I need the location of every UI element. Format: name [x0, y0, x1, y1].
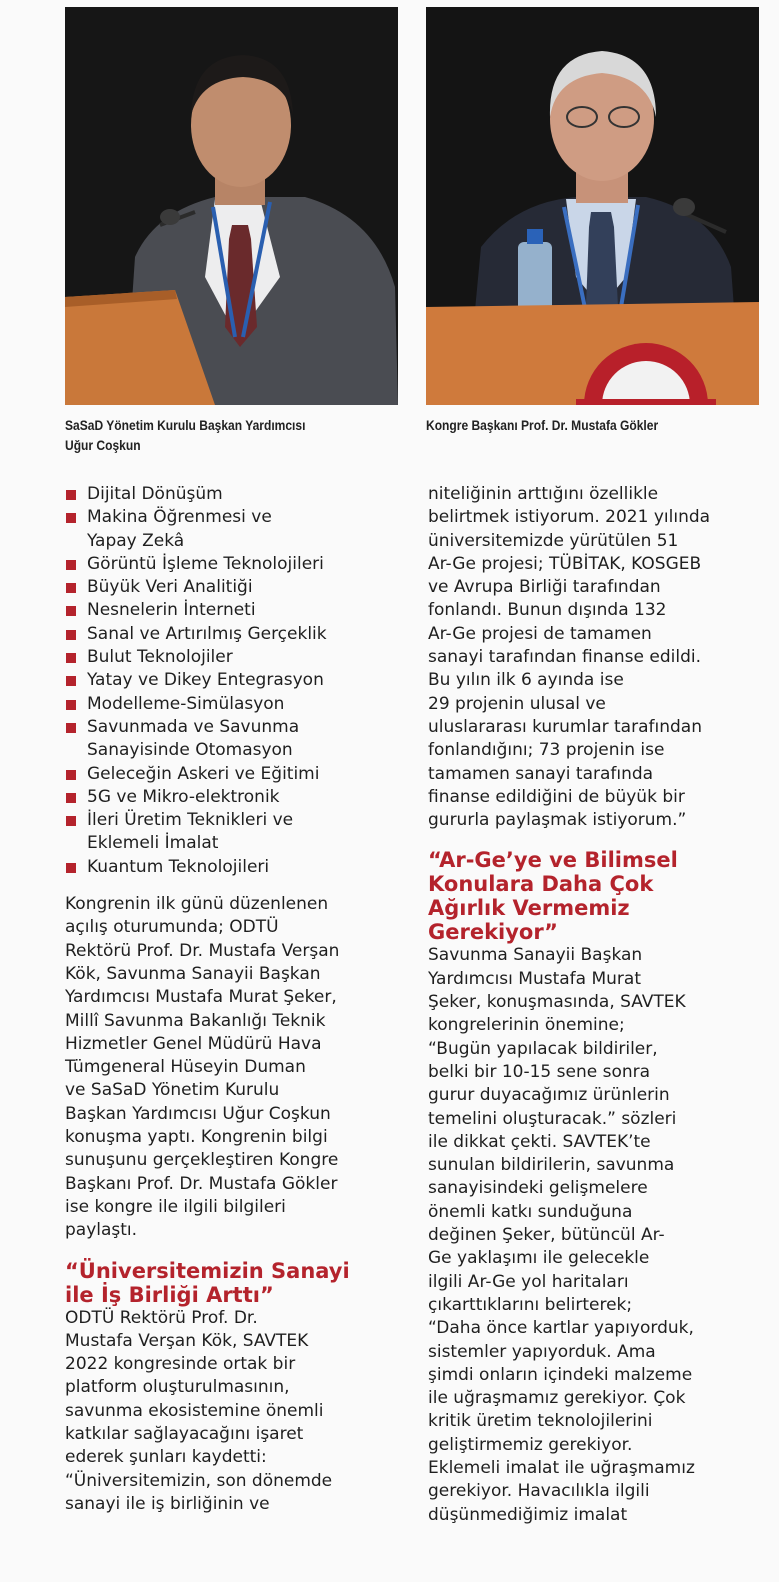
topic-label: İleri Üretim Teknikleri ve Eklemeli İmalat [87, 810, 294, 854]
bullet-square-icon [66, 676, 76, 686]
speaker-photo-left [65, 7, 398, 405]
photo-caption-left [65, 415, 305, 455]
bullet-square-icon [66, 770, 76, 780]
bullet-square-icon [66, 583, 76, 593]
topic-label: Yatay ve Dikey Entegrasyon [87, 670, 324, 691]
bullet-square-icon [66, 630, 76, 640]
bullet-square-icon [66, 863, 76, 873]
topic-label: Dijital Dönüşüm [87, 484, 223, 504]
topic-label: Nesnelerin İnterneti [87, 600, 256, 621]
topic-item [65, 786, 395, 809]
bullet-square-icon [66, 816, 76, 826]
section-heading-arge: “Ar-Ge’ye ve Bilimsel Konulara Daha Çok Ağırlık Vermemiz Gerekiyor” [428, 848, 678, 945]
quote-paragraph: niteliğinin arttığını özellikle belirtmek istiyorum. 2021 yılında üniversitemizde yürütülen 51 Ar-Ge projesi; TÜBİTAK, KOSGEB ve Avrupa Birliği tarafından fonlandı. Bunun dışında 132 Ar-Ge projesi de tamamen sanayi tarafından finanse edildi. Bu yılın ilk 6 ayında ise 29 projenin ulusal ve uluslararası kurumlar tarafından fonlandığını; 73 projenin ise tamamen sanayi tarafında finanse edildiğini de büyük bir gururla paylaşmak istiyorum.” [428, 484, 711, 831]
topic-label: Büyük Veri Analitiği [87, 577, 253, 598]
topic-list [65, 483, 395, 879]
topic-label: Makina Öğrenmesi ve Yapay Zekâ [87, 507, 272, 551]
topic-label: Savunmada ve Savunma Sanayisinde Otomasyon [87, 716, 300, 761]
topic-item [65, 483, 395, 506]
topic-label: Bulut Teknolojiler [87, 647, 233, 668]
topic-item [65, 669, 395, 692]
bullet-square-icon [66, 490, 76, 500]
topic-item [65, 506, 395, 553]
topic-item [65, 646, 395, 669]
bullet-square-icon [66, 606, 76, 616]
bullet-square-icon [66, 560, 76, 570]
speaker-photo-right [426, 7, 759, 405]
topic-item [65, 809, 395, 856]
topic-label: Görüntü İşleme Teknolojileri [87, 553, 324, 574]
topic-label: 5G ve Mikro-elektronik [87, 786, 280, 807]
right-column [428, 483, 758, 1527]
topic-label: Sanal ve Artırılmış Gerçeklik [87, 623, 327, 644]
topic-label: Modelleme-Simülasyon [87, 693, 285, 714]
bullet-square-icon [66, 513, 76, 523]
topic-item [65, 553, 395, 576]
topic-item [65, 623, 395, 646]
caption-text: Kongre Başkanı Prof. Dr. Mustafa Gökler [426, 417, 659, 433]
rector-paragraph: ODTÜ Rektörü Prof. Dr. Mustafa Verşan Kök, SAVTEK 2022 kongresinde ortak bir platform oluşturulmasının, savunma ekosistemine önemli katkılar sağlayacağını işaret ederek şunları kaydetti: “Üniversitemizin, son dönemde sanayi ile iş birliğinin ve [65, 1307, 333, 1514]
bullet-square-icon [66, 793, 76, 803]
topic-item [65, 576, 395, 599]
caption-name: Uğur Coşkun [65, 437, 141, 453]
topic-item [65, 856, 395, 879]
bullet-square-icon [66, 700, 76, 710]
bullet-square-icon [66, 653, 76, 663]
bullet-square-icon [66, 723, 76, 733]
caption-title: SaSaD Yönetim Kurulu Başkan Yardımcısı [65, 417, 306, 433]
left-column [65, 483, 395, 1516]
topic-item [65, 716, 395, 763]
topic-label: Kuantum Teknolojileri [87, 856, 270, 877]
photo-caption-right [426, 415, 658, 435]
section-heading-universite: “Üniversitemizin Sanayi ile İş Birliği Arttı” [65, 1258, 350, 1307]
topic-label: Geleceğin Askeri ve Eğitimi [87, 763, 320, 784]
opening-paragraph: Kongrenin ilk günü düzenlenen açılış oturumunda; ODTÜ Rektörü Prof. Dr. Mustafa Verşan Kök, Savunma Sanayii Başkan Yardımcısı Mustafa Murat Şeker, Millî Savunma Bakanlığı Teknik Hizmetler Genel Müdürü Hava Tümgeneral Hüseyin Duman ve SaSaD Yönetim Kurulu Başkan Yardımcısı Uğur Coşkun konuşma yaptı. Kongrenin bilgi sunuşunu gerçekleştiren Kongre Başkanı Prof. Dr. Mustafa Gökler ise kongre ile ilgili bilgileri paylaştı. [65, 894, 340, 1241]
seker-paragraph: Savunma Sanayii Başkan Yardımcısı Mustafa Murat Şeker, konuşmasında, SAVTEK kongrelerinin önemine; “Bugün yapılacak bildiriler, belki bir 10-15 sene sonra gurur duyacağımız ürünlerin temelini oluşturacak.” sözleri ile dikkat çekti. SAVTEK’te sunulan bildirilerin, savunma sanayisindeki gelişmelere önemli katkı sunduğuna değinen Şeker, bütüncül Ar- Ge yaklaşımı ile gelecekle ilgili Ar-Ge yol haritaları çıkarttıklarını belirterek; “Daha önce kartlar yapıyorduk, sistemler yapıyorduk. Ama şimdi onların içindeki malzeme ile uğraşmamız gerekiyor. Çok kritik üretim teknolojilerini geliştirmemiz gerekiyor. Eklemeli imalat ile uğraşmamız gerekiyor. Havacılıkla ilgili düşünmediğimiz imalat [428, 945, 695, 1525]
topic-item [65, 763, 395, 786]
topic-item [65, 599, 395, 622]
topic-item [65, 693, 395, 716]
